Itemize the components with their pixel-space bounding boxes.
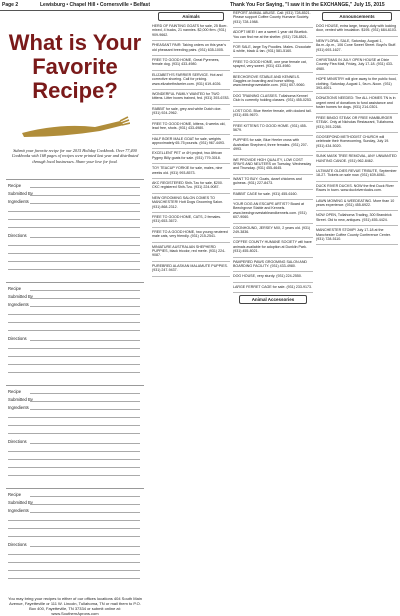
classified-ad: FOR SALE, large Toy Poodles. Males. Chocolate & white, black & tan. (931) 581-5160.	[233, 45, 312, 54]
ad-separator	[152, 119, 230, 120]
recipe-field[interactable]	[30, 496, 140, 497]
classified-ad: FREE KITTENS TO GOOD HOME. (931) 455-5679.	[233, 123, 307, 132]
classified-ad: HERD OF FAINTING GOATS for sale, 25 Boer-mixed, 4 bucks, 21 nannies. $2,000 firm. (931) 909-9662.	[152, 24, 228, 37]
classified-ad: WE PROVIDE HIGH QUALITY, LOW COST SPAYS AND NEUTERS on Tuesday, Wednesday and Thursday. (931) 455-4645.	[233, 157, 312, 171]
classified-ad: ADOPT MEE! I am a sweet 1 year old Bluetick. You can find me at the shelter. (931) 728-8521.	[233, 30, 308, 39]
directions-field[interactable]	[30, 340, 140, 341]
recipe-label: Recipe	[8, 286, 22, 291]
ad-separator	[316, 36, 398, 37]
classifieds-column-3	[316, 11, 398, 614]
directions-field[interactable]	[30, 443, 140, 444]
ad-separator	[152, 40, 230, 41]
classified-ad: FREE TO GOOD HOME, Great Pyrenees, female dog. (931) 433-4980.	[152, 58, 220, 67]
classifieds-column-1	[152, 11, 230, 614]
recipe-intro: Submit your favorite recipe for our 2015 Holiday Cookbook. Over 77,400 Cookbooks with 168 pages of recipes were printed last year and distributed through local businesses. Share your love for food.	[11, 148, 139, 164]
classified-ad: MINIATURE AUSTRALIAN SHEPHERD PUPPIES, black tricolor, red merle. (931) 224-9087.	[152, 244, 226, 258]
ad-separator	[152, 148, 230, 149]
ad-separator	[233, 106, 313, 107]
submission-info: You may bring your recipes to either of our offices locations 404 South Main Avenue, Fayetteville or 111 W. Lincoln, Tullahoma, TN or mail them to P.O. Box 400, Fayetteville, TN 37334 or submit online at: www.SouthernAprons.com	[8, 596, 142, 616]
page-header-bar	[0, 0, 400, 11]
directions-field[interactable]	[30, 237, 140, 238]
recipe-label: Recipe	[8, 492, 22, 497]
ad-separator	[152, 193, 230, 194]
ad-separator	[152, 227, 230, 228]
classified-ad: CHRISTMAS IN JULY OPEN HOUSE at Dixie Country Flea Mall, Friday, July 17-18. (931) 433-4980.	[316, 58, 394, 71]
ad-separator	[152, 104, 230, 105]
ad-separator	[316, 196, 398, 197]
ad-separator	[316, 55, 398, 56]
ad-separator	[233, 57, 313, 58]
ad-separator	[233, 174, 313, 175]
classified-ad: DUCK RIVER DUCKS. NOW the first Duck River Races in town. www.duckriverducks.com.	[316, 183, 394, 193]
recipe-headline: What is Your Favorite Recipe?	[8, 30, 142, 103]
ad-separator	[316, 225, 398, 226]
submitted-label: Submitted By	[8, 191, 33, 196]
submitted-field[interactable]	[30, 401, 140, 402]
classified-ad: DOG TRAINING CLASSES. Tullahoma Kennel Club is currently holding classes. (931) 455-0253.	[233, 93, 312, 103]
classified-ad: PUREBRED ALASKAN MALAMUTE PUPPIES. (931) 247-9437.	[152, 263, 228, 273]
classified-ad: FREE TO GOOD HOME, CATS, 2 females. (931) 653-3672.	[152, 214, 222, 224]
recipe-entry[interactable]	[6, 282, 144, 385]
ad-separator	[152, 178, 230, 179]
ad-separator	[152, 134, 230, 135]
announcements-header: Announcements	[322, 12, 392, 21]
ads-list	[316, 24, 398, 245]
ad-separator	[316, 93, 398, 94]
ingredients-field[interactable]	[30, 203, 140, 204]
classified-ad: PUPPIES for sale, Blue Heeler cross with Australian Shepherd, three females. (931) 207-4993.	[233, 138, 308, 152]
recipe-form	[6, 179, 144, 591]
ad-separator	[233, 292, 313, 293]
ad-separator	[316, 113, 398, 114]
classified-ad: DOG HOUSE, extra large, heavy-duty with locking door, vented with insulation. $195. (931) 684-6103.	[316, 24, 397, 33]
animals-header: Animals	[158, 12, 224, 21]
ad-separator	[233, 72, 313, 73]
directions-field[interactable]	[30, 546, 140, 547]
classified-ad: NEW GROOMING SALON COMES TO MANCHESTER! Hott Dogs Grooming Salon. (931) 868-2312.	[152, 195, 224, 209]
animal-accessories-header: Animal Accessories	[239, 295, 307, 304]
classified-ad: DOG HOUSE, very sturdy. (931) 224-2550.	[233, 274, 302, 279]
ad-separator	[152, 276, 230, 277]
ad-separator	[152, 261, 230, 262]
classified-ad: PAMPERED PAWS GROOMING SALON AND BOARDING FACILITY. (931) 433-4980.	[233, 259, 308, 269]
classified-ad: HALF BOER MALE GOAT for sale, weights approximately 65-75 pounds. (931) 967-4493.	[152, 136, 225, 145]
recipe-field[interactable]	[30, 290, 140, 291]
directions-label: Directions	[8, 233, 27, 238]
classified-ad: NEW FLORAL SALE, Saturday, August 1, 8a.m.-4p.m., 106 Cone Sweet Street. Boyd's Stuff. (931) 693-1627.	[316, 38, 397, 52]
ingredients-field[interactable]	[30, 512, 140, 513]
ad-separator	[233, 27, 313, 28]
ad-separator	[233, 199, 313, 200]
classified-ad: LOST DOG. Blue Heeler female, with docked tail. (931) 455-9670.	[233, 108, 312, 118]
recipe-entry[interactable]	[6, 488, 144, 591]
ad-separator	[152, 89, 230, 90]
classified-ad: AKC REGISTERED Shih-Tzu for sale, $200. CKC registered Shih-Tzu. (931) 224-9087.	[152, 180, 223, 190]
submitted-field[interactable]	[30, 298, 140, 299]
ad-separator	[316, 244, 398, 245]
ad-separator	[316, 166, 398, 167]
classified-ad: RABBIT for sale, grey and white Dutch doe. (931) 924-2962.	[152, 106, 222, 116]
directions-label: Directions	[8, 542, 27, 547]
ingredients-label: Ingredients	[8, 508, 29, 513]
classified-ad: YOUR DOG AN ESCAPE ARTIST? Board at Beechgrove Stable and Kennels. www.beechgrovestableandkennels.com. (931) 607-9060.	[233, 201, 307, 220]
ad-separator	[316, 151, 398, 152]
recipe-label: Recipe	[8, 389, 22, 394]
ingredients-label: Ingredients	[8, 405, 29, 410]
classifieds-column-2	[233, 11, 313, 614]
recipe-entry[interactable]	[6, 179, 144, 282]
submitted-label: Submitted By	[8, 294, 33, 299]
ad-separator	[152, 163, 230, 164]
ad-separator	[152, 242, 230, 243]
classified-ad: DONATIONS NEEDED: The ALL HOMES TN is in urgent need of donations to fund assistance and foster homes for dogs. (931) 214-0301.	[316, 96, 396, 110]
classified-ad: TOY TEACUP YORKIE for sale, males, nine weeks old. (931) 993-8573.	[152, 166, 223, 175]
classified-ad: WONDERFUL FAMILY WANTED for TWO kittens. Litter boxes trained, fed. (931) 393-6783.	[152, 92, 230, 101]
submitted-label: Submitted By	[8, 500, 33, 505]
ingredients-field[interactable]	[30, 306, 140, 307]
ads-list	[152, 24, 230, 277]
ad-separator	[316, 210, 398, 211]
classified-ad: EXCELLENT PET or 4H project, two African Pygmy Billy goats for sale. (931) 779-3018.	[152, 151, 222, 160]
classified-ad: BEECHGROVE STABLE AND KENNELS. Gaggles on boarding and horse sitting. www.beechgrovestable.com. (931) 607-9060.	[233, 74, 306, 88]
ingredients-field[interactable]	[30, 409, 140, 410]
recipe-label: Recipe	[8, 183, 22, 188]
classified-ad: LAWN MOWING & WEEDEATING. More than 10 years experience. (931) 455-6922.	[316, 198, 395, 207]
paper-tagline: Thank You For Saying, "I saw it in the EXCHANGE," July 15, 2015	[230, 2, 385, 8]
classified-ad: FREE TO A GOOD HOME, two young neutered male cats, very friendly. (931) 215-2541.	[152, 229, 228, 239]
ad-separator	[233, 237, 313, 238]
classified-ad: WANT TO BUY: Goats, dwarf chickens and guineas. (931) 227-8473.	[233, 176, 302, 186]
ad-separator	[233, 91, 313, 92]
ad-separator	[233, 282, 313, 283]
ingredients-label: Ingredients	[8, 199, 29, 204]
ad-separator	[233, 271, 313, 272]
ad-separator	[233, 189, 313, 190]
ad-separator	[233, 155, 313, 156]
classified-ad: COONHOUND, JERSEY MIX, 2 years old. (931) 249-3836.	[233, 225, 311, 234]
ingredients-label: Ingredients	[8, 302, 29, 307]
ad-separator	[316, 181, 398, 182]
classified-ad: COFFEE COUNTY HUMANE SOCIETY will have animals available for adoption at Dunklin Park. (931) 455-8021.	[233, 240, 312, 254]
classified-ad: HOPE MINISTRY will give away to the public food, clothing. Saturday, August 1, 9a.m.-Noon. (931) 393-4001.	[316, 77, 397, 91]
fork-illustration	[20, 111, 130, 141]
classified-ad: NOW OPEN, Tullahoma Trading, 300 Brandrick Street. Old to new, antiques. (931) 455-4424.	[316, 213, 392, 222]
ad-separator	[233, 121, 313, 122]
classified-ad: REPORT ANIMAL ABUSE. Call: (931) 728-8521. Please support Coffee County Humane Society. (931) 728-1988.	[233, 11, 311, 24]
classified-ad: FREE BINGO STEAK OR FREE HAMBURGER STEAK. Only at Nicholas Restaurant, Tullahoma. (931) 393-2288.	[316, 115, 395, 129]
classified-ad: FREE TO GOOD HOME, kittens, 6 weeks old, lead free, shots. (931) 433-4980.	[152, 121, 226, 131]
recipe-field[interactable]	[30, 393, 140, 394]
page-number: Page 2	[2, 2, 19, 8]
ad-separator	[316, 74, 398, 75]
classified-ad: RABBIT CAGE for sale. (931) 455-6160.	[233, 191, 298, 196]
ad-separator	[233, 223, 313, 224]
classified-ad: ULTIMATE OLDIES REVUE TRIBUTE, September 18-27. Tickets on sale now. (931) 639-6061.	[316, 168, 397, 178]
ad-separator	[152, 70, 230, 71]
ad-separator	[233, 257, 313, 258]
classified-ad: GOOSEPOND METHODIST CHURCH will celebrate their Homecoming, Sunday, July 19. (931) 434-5020.	[316, 134, 390, 148]
ad-separator	[152, 55, 230, 56]
directions-label: Directions	[8, 439, 27, 444]
classified-ad: SUNK MASK TREE REMOVAL, ANY UNWANTED HUNTING CANOE. (931) 962-8462.	[316, 154, 397, 163]
ad-separator	[233, 135, 313, 136]
paper-areas: Lewisburg • Chapel Hill • Cornersville • Belfast	[40, 2, 150, 8]
recipe-section	[0, 11, 150, 614]
submitted-field[interactable]	[30, 504, 140, 505]
ad-separator	[233, 42, 313, 43]
ad-separator	[152, 212, 230, 213]
recipe-field[interactable]	[30, 187, 140, 188]
classified-ad: LARGE FERRET CAGE for sale. (931) 233-9173.	[233, 284, 313, 289]
classified-ad: MANCHESTER STOMP! July 17-18 at the Manchester Coffee County Conference Center. (931) 728-5110.	[316, 228, 391, 241]
submitted-field[interactable]	[30, 195, 140, 196]
classified-ad: ELIZABETH'S FARRIER SERVICE. Hot and corrective shoeing. Call for pricing. www.elizabethsfarrier.com. (931) 619-4026.	[152, 72, 223, 86]
submitted-label: Submitted By	[8, 397, 33, 402]
ad-separator	[316, 132, 398, 133]
ads-list	[233, 11, 313, 293]
classified-ad: FREE TO GOOD HOME, one year female cat, spayed, very sweet. (931) 433-4980.	[233, 59, 307, 69]
classified-ad: PHEASANT PAIR: Taking orders on this year's old pheasant breeding pairs. (931) 635-1005.	[152, 43, 226, 52]
recipe-entry[interactable]	[6, 385, 144, 488]
directions-label: Directions	[8, 336, 27, 341]
